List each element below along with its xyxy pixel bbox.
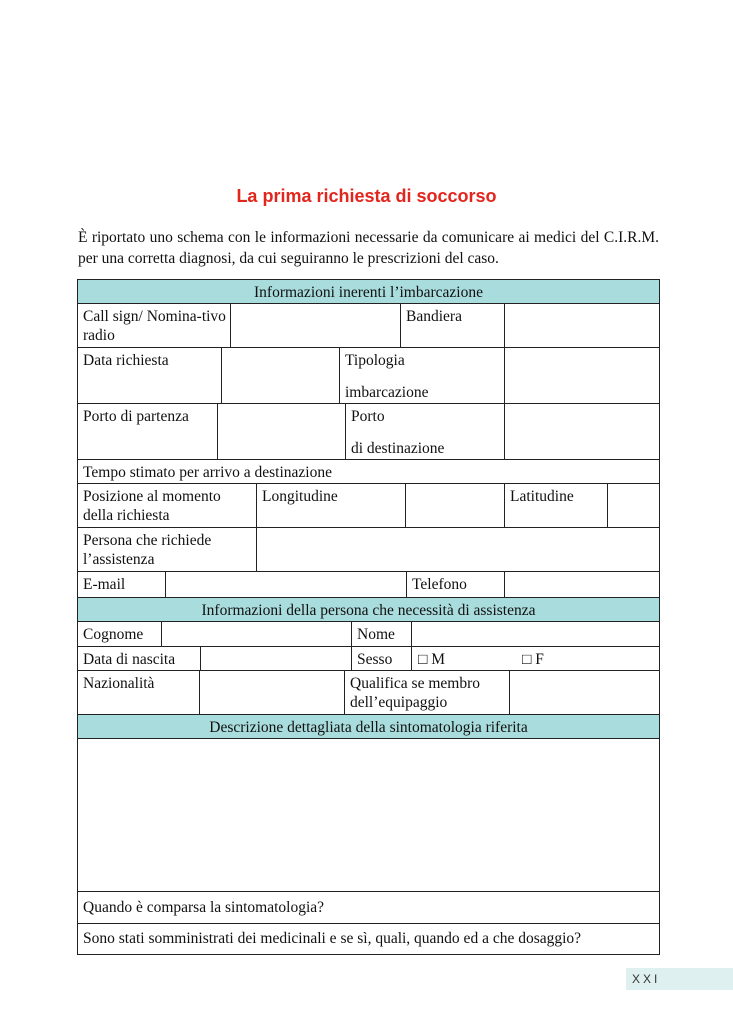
section-header-label: Descrizione dettagliata della sintomatologia riferita [78,715,659,738]
intro-paragraph: È riportato uno schema con le informazioni necessarie da comunicare ai medici del C.I.R.M. per una corretta diagnosi, da cui seguiranno le prescrizioni del caso. [78,229,659,267]
row-medicines [78,924,659,954]
surname-label: Cognome [78,622,162,646]
crew-role-label: Qualifica se membro dell’equipaggio [345,671,510,714]
row-call-sign [78,304,659,348]
vessel-type-label [340,348,505,403]
row-eta [78,460,659,484]
position-label: Posizione al momento della richiesta [78,484,257,527]
destination-port-label-line1: Porto [351,408,385,425]
row-request-date [78,348,659,404]
longitude-label: Longitudine [257,484,406,527]
section-header-label: Informazioni della persona che necessità di assistenza [78,598,659,621]
departure-port-label: Porto di partenza [78,404,218,459]
vessel-type-label-line2: imbarcazione [345,384,429,401]
assistance-request-form [77,279,660,955]
flag-field[interactable] [505,304,659,347]
row-requester [78,528,659,572]
surname-field[interactable] [162,622,352,646]
latitude-label: Latitudine [505,484,608,527]
row-nationality [78,671,659,715]
phone-field[interactable] [505,572,659,597]
crew-role-field[interactable] [510,671,659,714]
name-field[interactable] [412,622,659,646]
medicines-question: Sono stati somministrati dei medicinali e se sì, quali, quando ed a che dosaggio? [83,930,582,947]
request-date-label: Data richiesta [78,348,222,403]
section-header-vessel [78,280,659,304]
email-label: E-mail [78,572,166,597]
sex-label: Sesso [352,647,412,670]
vessel-type-label-line1: Tipologia [345,352,405,369]
departure-port-field[interactable] [218,404,346,459]
section-header-person [78,598,659,622]
row-names [78,622,659,647]
destination-port-field[interactable] [505,404,659,459]
flag-label: Bandiera [401,304,505,347]
eta-label: Tempo stimato per arrivo a destinazione [83,464,332,481]
row-birth-sex [78,647,659,671]
longitude-field[interactable] [406,484,505,527]
birth-date-label: Data di nascita [78,647,201,670]
email-field[interactable] [166,572,407,597]
birth-date-field[interactable] [201,647,352,670]
row-onset [78,892,659,924]
vessel-type-field[interactable] [505,348,659,403]
onset-question: Quando è comparsa la sintomatologia? [83,899,325,916]
page-number: XXI [632,972,661,986]
section-header-symptoms [78,715,659,739]
section-header-label: Informazioni inerenti l’imbarcazione [78,280,659,303]
sex-female-checkbox[interactable]: □ F [522,651,544,668]
name-label: Nome [352,622,412,646]
call-sign-label: Call sign/ Nomina-tivo radio [78,304,231,347]
symptoms-description-area[interactable] [78,739,659,892]
requester-label: Persona che richiede l’assistenza [78,528,257,571]
requester-field[interactable] [257,528,659,571]
row-position [78,484,659,528]
nationality-field[interactable] [200,671,345,714]
page-title: La prima richiesta di soccorso [236,186,497,206]
latitude-field[interactable] [608,484,659,527]
destination-port-label-line2: di destinazione [351,440,445,457]
destination-port-label [346,404,505,459]
phone-label: Telefono [407,572,505,597]
request-date-field[interactable] [222,348,340,403]
row-contacts [78,572,659,598]
sex-male-checkbox[interactable]: □ M [418,651,446,668]
nationality-label: Nazionalità [78,671,200,714]
call-sign-field[interactable] [231,304,401,347]
row-ports [78,404,659,460]
